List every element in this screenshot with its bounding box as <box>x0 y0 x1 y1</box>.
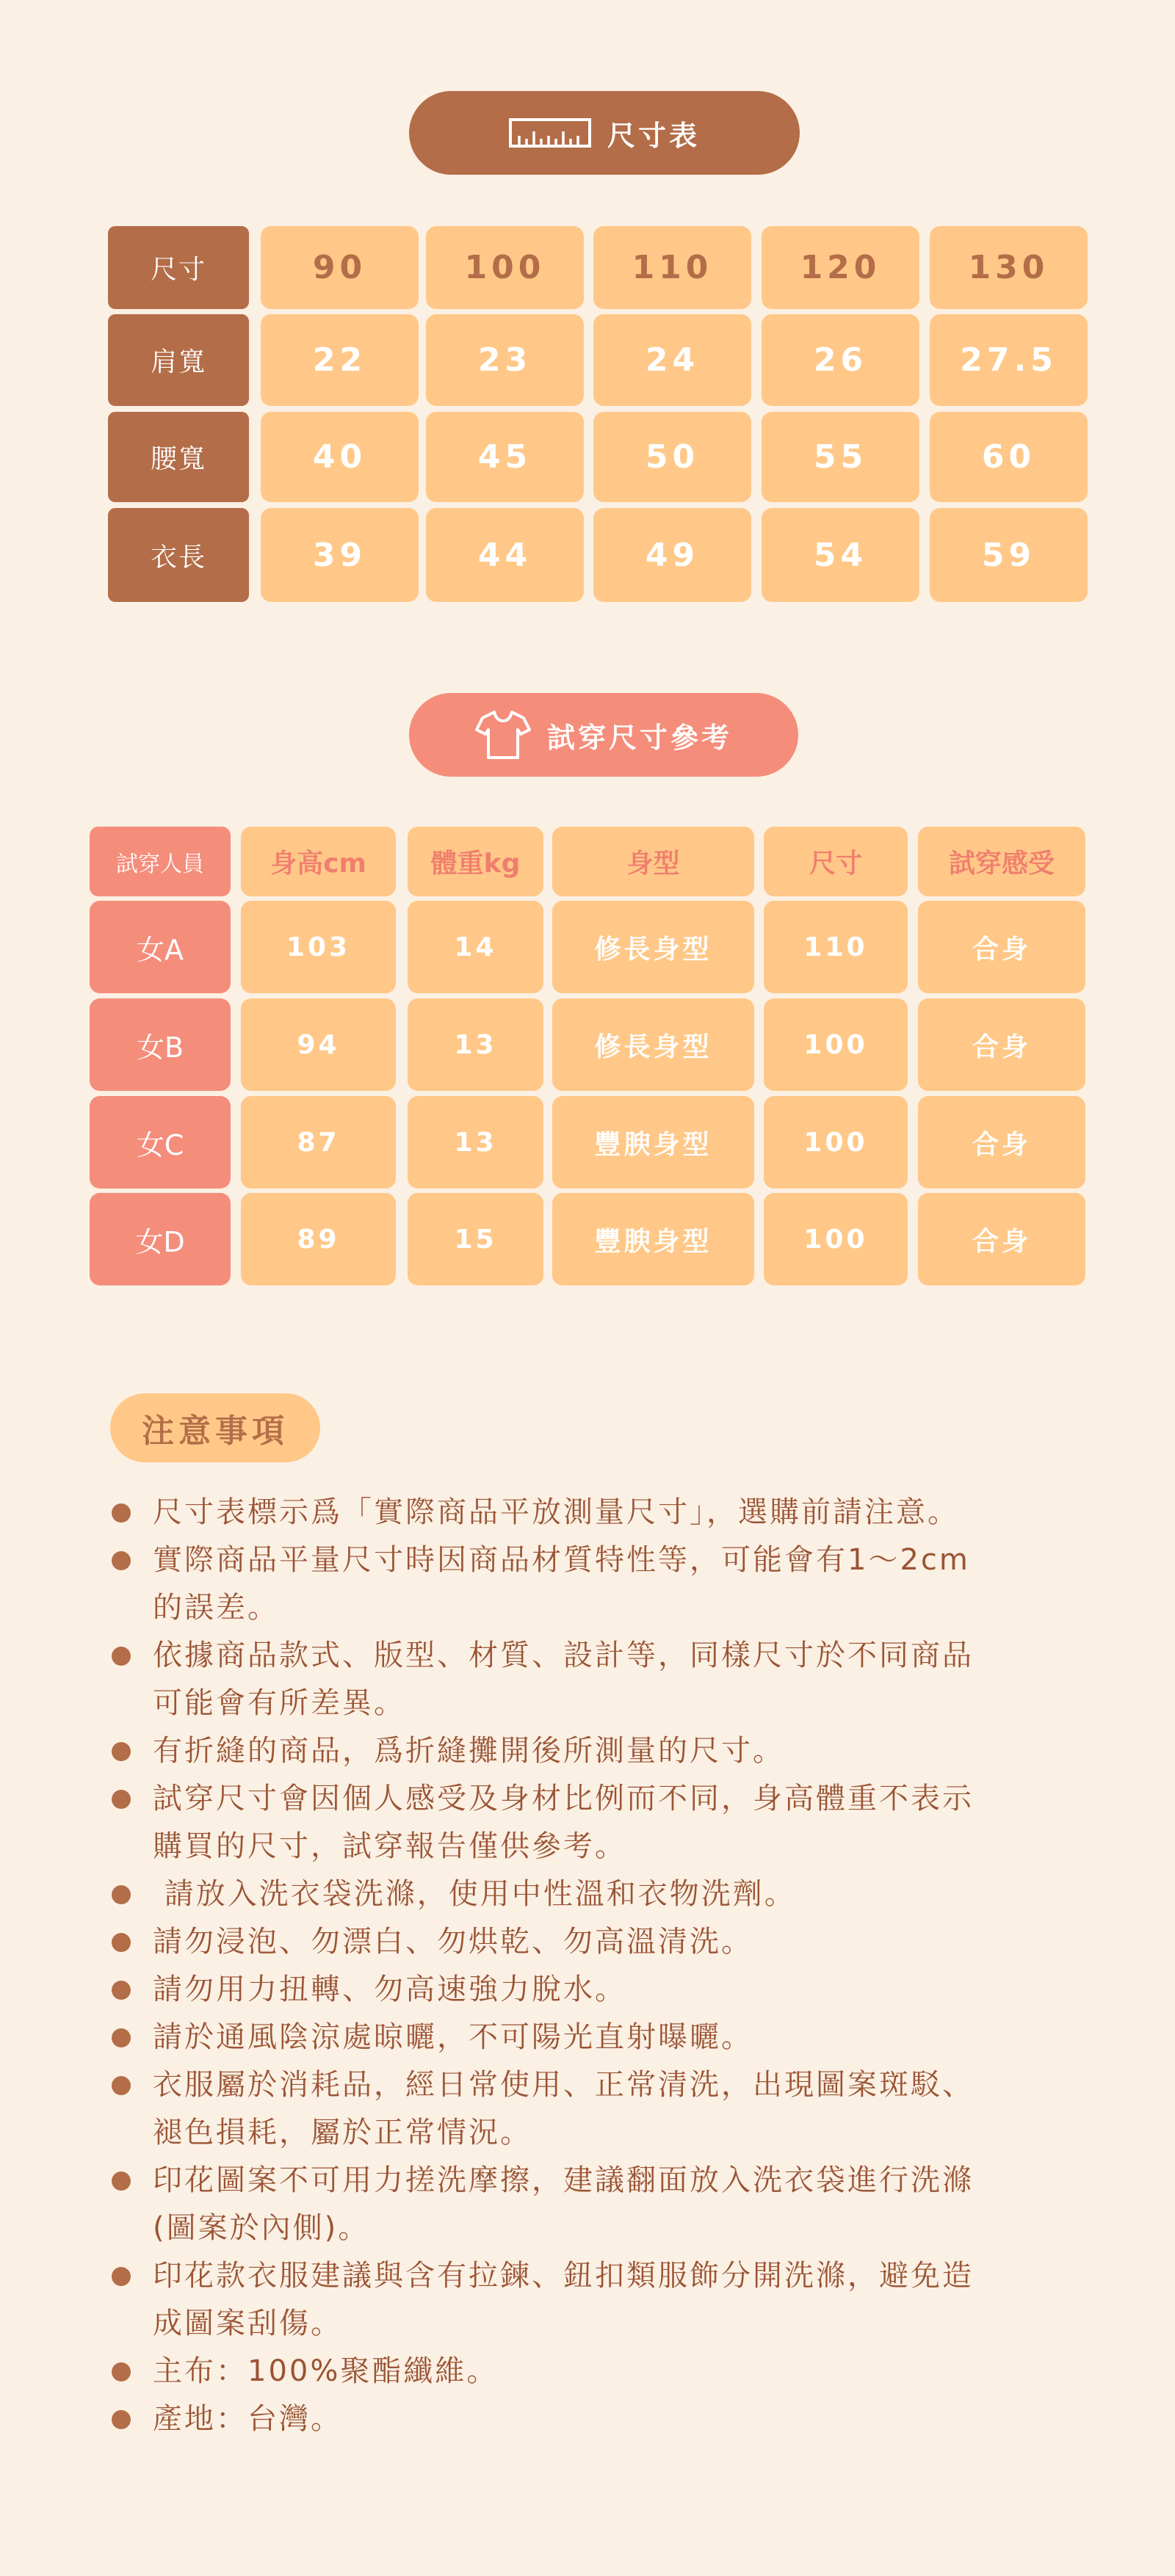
note-line: 印花款衣服建議與含有拉鍊、鈕扣類服飾分開洗滌，避免造 <box>153 2259 974 2293</box>
note-line: 依據商品款式、版型、材質、設計等，同樣尺寸於不同商品 <box>153 1639 974 1672</box>
size-row-label: 腰寬 <box>108 412 249 502</box>
fitting-cell: 修長身型 <box>552 998 754 1091</box>
size-chart-title-pill <box>409 91 800 175</box>
size-cell: 26 <box>762 314 919 406</box>
size-cell: 22 <box>261 314 419 406</box>
fitting-cell: 15 <box>408 1193 543 1285</box>
note-line: 購買的尺寸，試穿報告僅供參考。 <box>153 1829 626 1863</box>
bullet-icon <box>112 1790 131 1809</box>
note-line: 的誤差。 <box>153 1591 279 1625</box>
note-line: (圖案於內側)。 <box>153 2211 370 2245</box>
bullet-icon <box>112 1885 131 1904</box>
fitting-cell: 合身 <box>918 1096 1085 1189</box>
size-cell: 44 <box>426 508 584 602</box>
size-row-label: 衣長 <box>108 508 249 602</box>
note-line: 主布：100%聚酯纖維。 <box>153 2354 499 2388</box>
note-line: 產地：台灣。 <box>153 2402 342 2436</box>
note-item <box>110 1632 1080 1727</box>
size-row-label: 肩寬 <box>108 314 249 406</box>
bullet-icon <box>112 1742 131 1761</box>
fitting-row-name: 女B <box>90 998 231 1091</box>
fitting-column-header: 體重kg <box>408 827 543 896</box>
note-item <box>110 1727 1080 1775</box>
note-item <box>110 2014 1080 2061</box>
size-column-header: 130 <box>930 226 1088 309</box>
size-cell: 59 <box>930 508 1088 602</box>
note-item <box>110 2348 1080 2395</box>
fitting-cell: 豐腴身型 <box>552 1096 754 1189</box>
note-line: 尺寸表標示爲「實際商品平放測量尺寸」，選購前請注意。 <box>153 1495 959 1529</box>
note-item <box>110 1536 1080 1632</box>
tshirt-icon <box>475 709 531 761</box>
bullet-icon <box>112 1647 131 1666</box>
fitting-cell: 100 <box>764 1193 908 1285</box>
bullet-icon <box>112 1503 131 1523</box>
note-line: 可能會有所差異。 <box>153 1686 405 1720</box>
fitting-cell: 103 <box>241 901 396 993</box>
note-item <box>110 1775 1080 1871</box>
size-cell: 55 <box>762 412 919 502</box>
fitting-cell: 110 <box>764 901 908 993</box>
note-line: 有折縫的商品，爲折縫攤開後所測量的尺寸。 <box>153 1734 784 1768</box>
fitting-column-header: 試穿人員 <box>90 827 231 896</box>
fitting-cell: 合身 <box>918 901 1085 993</box>
bullet-icon <box>112 1551 131 1570</box>
fitting-cell: 94 <box>241 998 396 1091</box>
size-cell: 54 <box>762 508 919 602</box>
note-item <box>110 1966 1080 2014</box>
fitting-title-pill <box>409 693 798 777</box>
note-line: 請勿浸泡、勿漂白、勿烘乾、勿高溫清洗。 <box>153 1925 753 1959</box>
note-item <box>110 1489 1080 1536</box>
fitting-cell: 14 <box>408 901 543 993</box>
fitting-cell: 13 <box>408 1096 543 1189</box>
note-item <box>110 2061 1080 2157</box>
size-column-header: 110 <box>593 226 751 309</box>
size-cell: 60 <box>930 412 1088 502</box>
fitting-column-header: 尺寸 <box>764 827 908 896</box>
fitting-column-header: 試穿感受 <box>918 827 1085 896</box>
note-item <box>110 1871 1080 1918</box>
fitting-title: 試穿尺寸參考 <box>546 721 732 754</box>
size-cell: 23 <box>426 314 584 406</box>
fitting-row-name: 女A <box>90 901 231 993</box>
size-cell: 27.5 <box>930 314 1088 406</box>
size-column-header: 100 <box>426 226 584 309</box>
size-column-header: 90 <box>261 226 419 309</box>
bullet-icon <box>112 1981 131 2000</box>
fitting-column-header: 身型 <box>552 827 754 896</box>
note-item <box>110 2395 1080 2443</box>
note-line: 成圖案刮傷。 <box>153 2307 342 2340</box>
fitting-row-name: 女D <box>90 1193 231 1285</box>
fitting-cell: 100 <box>764 1096 908 1189</box>
note-item <box>110 2157 1080 2252</box>
note-item <box>110 1918 1080 1966</box>
note-line: 請放入洗衣袋洗滌，使用中性溫和衣物洗劑。 <box>153 1877 796 1911</box>
bullet-icon <box>112 2410 131 2429</box>
size-cell: 40 <box>261 412 419 502</box>
fitting-cell: 修長身型 <box>552 901 754 993</box>
size-cell: 39 <box>261 508 419 602</box>
notes-list <box>110 1489 1080 2443</box>
note-line: 請勿用力扭轉、勿高速強力脫水。 <box>153 1973 626 2006</box>
size-column-header: 120 <box>762 226 919 309</box>
size-cell: 49 <box>593 508 751 602</box>
size-chart-title: 尺寸表 <box>607 119 700 152</box>
fitting-cell: 13 <box>408 998 543 1091</box>
fitting-cell: 89 <box>241 1193 396 1285</box>
bullet-icon <box>112 1933 131 1952</box>
size-cell: 24 <box>593 314 751 406</box>
note-line: 實際商品平量尺寸時因商品材質特性等，可能會有1～2cm <box>153 1543 970 1577</box>
size-header-label: 尺寸 <box>108 226 249 309</box>
fitting-cell: 豐腴身型 <box>552 1193 754 1285</box>
ruler-icon <box>509 118 591 148</box>
note-line: 印花圖案不可用力搓洗摩擦，建議翻面放入洗衣袋進行洗滌 <box>153 2163 974 2197</box>
note-item <box>110 2252 1080 2348</box>
bullet-icon <box>112 2362 131 2381</box>
bullet-icon <box>112 2267 131 2286</box>
note-line: 褪色損耗，屬於正常情況。 <box>153 2116 532 2149</box>
bullet-icon <box>112 2076 131 2095</box>
note-line: 試穿尺寸會因個人感受及身材比例而不同，身高體重不表示 <box>153 1782 974 1815</box>
fitting-cell: 100 <box>764 998 908 1091</box>
size-cell: 45 <box>426 412 584 502</box>
bullet-icon <box>112 2028 131 2047</box>
note-line: 衣服屬於消耗品，經日常使用、正常清洗，出現圖案斑駁、 <box>153 2068 974 2102</box>
fitting-column-header: 身高cm <box>241 827 396 896</box>
note-line: 請於通風陰涼處晾曬，不可陽光直射曝曬。 <box>153 2020 753 2054</box>
fitting-cell: 合身 <box>918 998 1085 1091</box>
size-cell: 50 <box>593 412 751 502</box>
fitting-cell: 87 <box>241 1096 396 1189</box>
notes-title: 注意事項 <box>110 1393 320 1462</box>
fitting-cell: 合身 <box>918 1193 1085 1285</box>
fitting-row-name: 女C <box>90 1096 231 1189</box>
bullet-icon <box>112 2172 131 2191</box>
